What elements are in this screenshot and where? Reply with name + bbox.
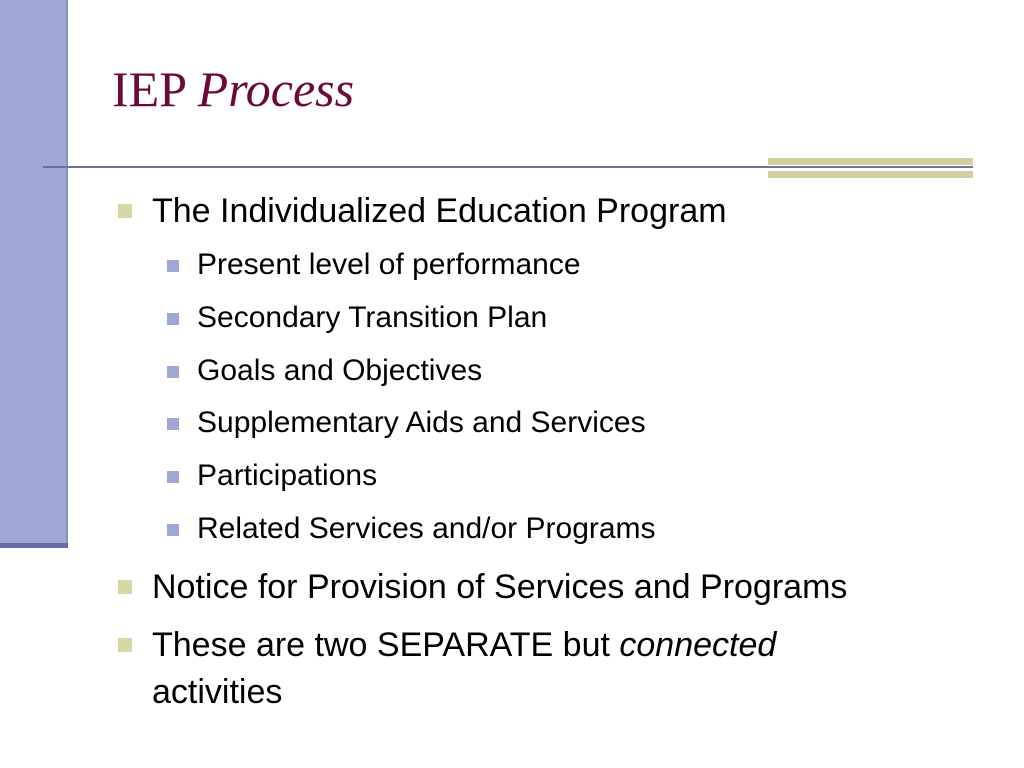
title-plain: IEP (112, 61, 186, 117)
bullet-item-mixed (152, 625, 776, 665)
sub-bullet-item: Related Services and/or Programs (197, 512, 656, 545)
bullet-item: The Individualized Education Program (152, 192, 727, 230)
bullet-item: Notice for Provision of Services and Programs (152, 568, 848, 606)
sub-bullet-square-icon (167, 418, 179, 430)
sub-bullet-item: Participations (197, 459, 378, 492)
sub-bullet-square-icon (167, 260, 179, 272)
bullet-square-icon (118, 580, 132, 594)
bullet-square-icon (118, 204, 132, 218)
sub-bullet-square-icon (167, 524, 179, 536)
bullet-continuation: activities (152, 673, 283, 711)
bullet-text: These are two SEPARATE but (152, 626, 610, 664)
sub-bullet-item: Supplementary Aids and Services (197, 406, 646, 439)
sub-bullet-square-icon (167, 366, 179, 378)
sub-bullet-item: Secondary Transition Plan (197, 301, 548, 334)
title-italic: Process (197, 61, 355, 117)
bullet-square-icon (118, 638, 132, 652)
sub-bullet-item: Goals and Objectives (197, 354, 483, 387)
sub-bullet-square-icon (167, 313, 179, 325)
bullet-emphasis: connected (619, 626, 777, 664)
sub-bullet-square-icon (167, 471, 179, 483)
sub-bullet-item: Present level of performance (197, 248, 581, 281)
